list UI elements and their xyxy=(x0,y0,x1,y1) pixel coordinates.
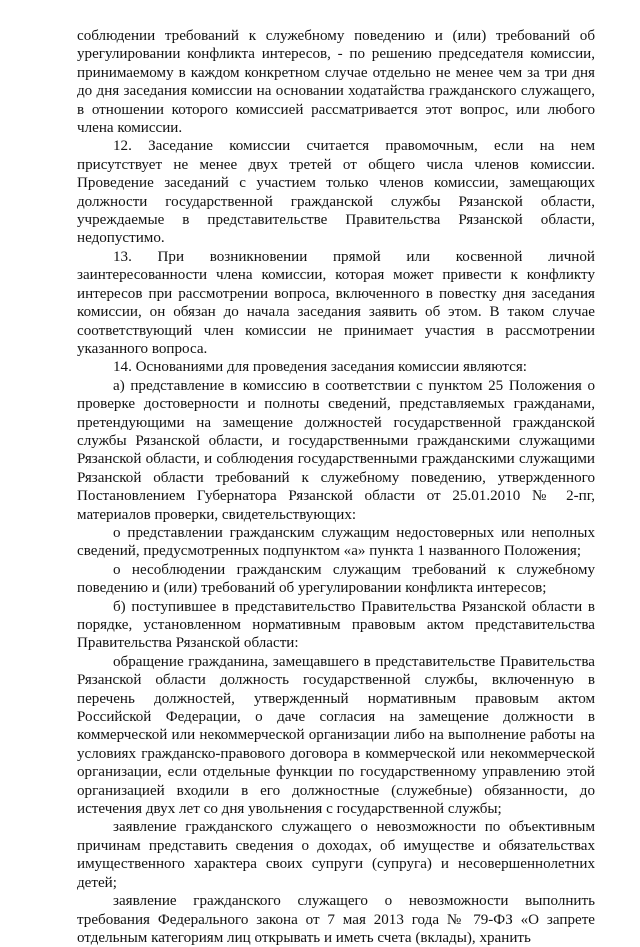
paragraph-b-point-2: заявление гражданского служащего о невозможности по объективным причинам представить сведения о доходах, об имуществе и обязательствах имущественного характера своих супруги (супруга) и несовершеннолетних детей; xyxy=(77,819,595,891)
paragraph-continuation: соблюдении требований к служебному поведению и (или) требований об урегулировании конфликта интересов, - по решению председателя комиссии, принимаемому в каждом конкретном случае отдельно не менее чем за три дня до дня заседания комиссии на основании ходатайства гражданского служащего, в отношении которого комиссией рассматривается этот вопрос, или любого члена комиссии. xyxy=(77,28,595,137)
paragraph-b-point-1: обращение гражданина, замещавшего в представительстве Правительства Рязанской области должность государственной службы, включенную в перечень должностей, утвержденный нормативным правовым актом Российской Федерации, о даче согласия на замещение должности в коммерческой или некоммерческой организации либо на выполнение работы на условиях гражданско-правового договора в коммерческой или некоммерческой организации, если отдельные функции по государственному управлению этой организацией входили в его должностные (служебные) обязанности, до истечения двух лет со дня увольнения с государственной службы; xyxy=(77,653,595,818)
document-page xyxy=(77,27,595,947)
paragraph-subitem-b: б) поступившее в представительство Правительства Рязанской области в порядке, установленном нормативным правовым актом представительства Правительства Рязанской области: xyxy=(77,598,595,652)
paragraph-item-14: 14. Основаниями для проведения заседания комиссии являются: xyxy=(113,359,527,376)
paragraph-a-point-2: о несоблюдении гражданским служащим требований к служебному поведению и (или) требований об урегулировании конфликта интересов; xyxy=(77,561,595,597)
paragraph-a-point-1: о представлении гражданским служащим недостоверных или неполных сведений, предусмотренных подпунктом «а» пункта 1 названного Положения; xyxy=(77,524,595,560)
paragraph-b-point-3: заявление гражданского служащего о невозможности выполнить требования Федерального закона от 7 мая 2013 года № 79-ФЗ «О запрете отдельным категориям лиц открывать и иметь счета (вклады), хранить xyxy=(77,893,595,946)
paragraph-subitem-a: а) представление в комиссию в соответствии с пунктом 25 Положения о проверке достоверности и полноты сведений, представляемых гражданами, претендующими на замещение должностей государственной гражданской службы Рязанской области, и государственными гражданскими служащими Рязанской области, и соблюдения государственными гражданскими служащими Рязанской области требований к служебному поведению, утвержденного Постановлением Губернатора Рязанской области от 25.01.2010 № 2-пг, материалов проверки, свидетельствующих: xyxy=(77,377,595,523)
paragraph-item-12: 12. Заседание комиссии считается правомочным, если на нем присутствует не менее двух третей от общего числа членов комиссии. Проведение заседаний с участием только членов комиссии, замещающих должности государственной гражданской службы Рязанской области, учреждаемые в представительстве Правительства Рязанской области, недопустимо. xyxy=(77,138,595,247)
paragraph-item-13: 13. При возникновении прямой или косвенной личной заинтересованности члена комиссии, которая может привести к конфликту интересов при рассмотрении вопроса, включенного в повестку дня заседания комиссии, он обязан до начала заседания заявить об этом. В таком случае соответствующий член комиссии не принимает участия в рассмотрении указанного вопроса. xyxy=(77,248,595,357)
